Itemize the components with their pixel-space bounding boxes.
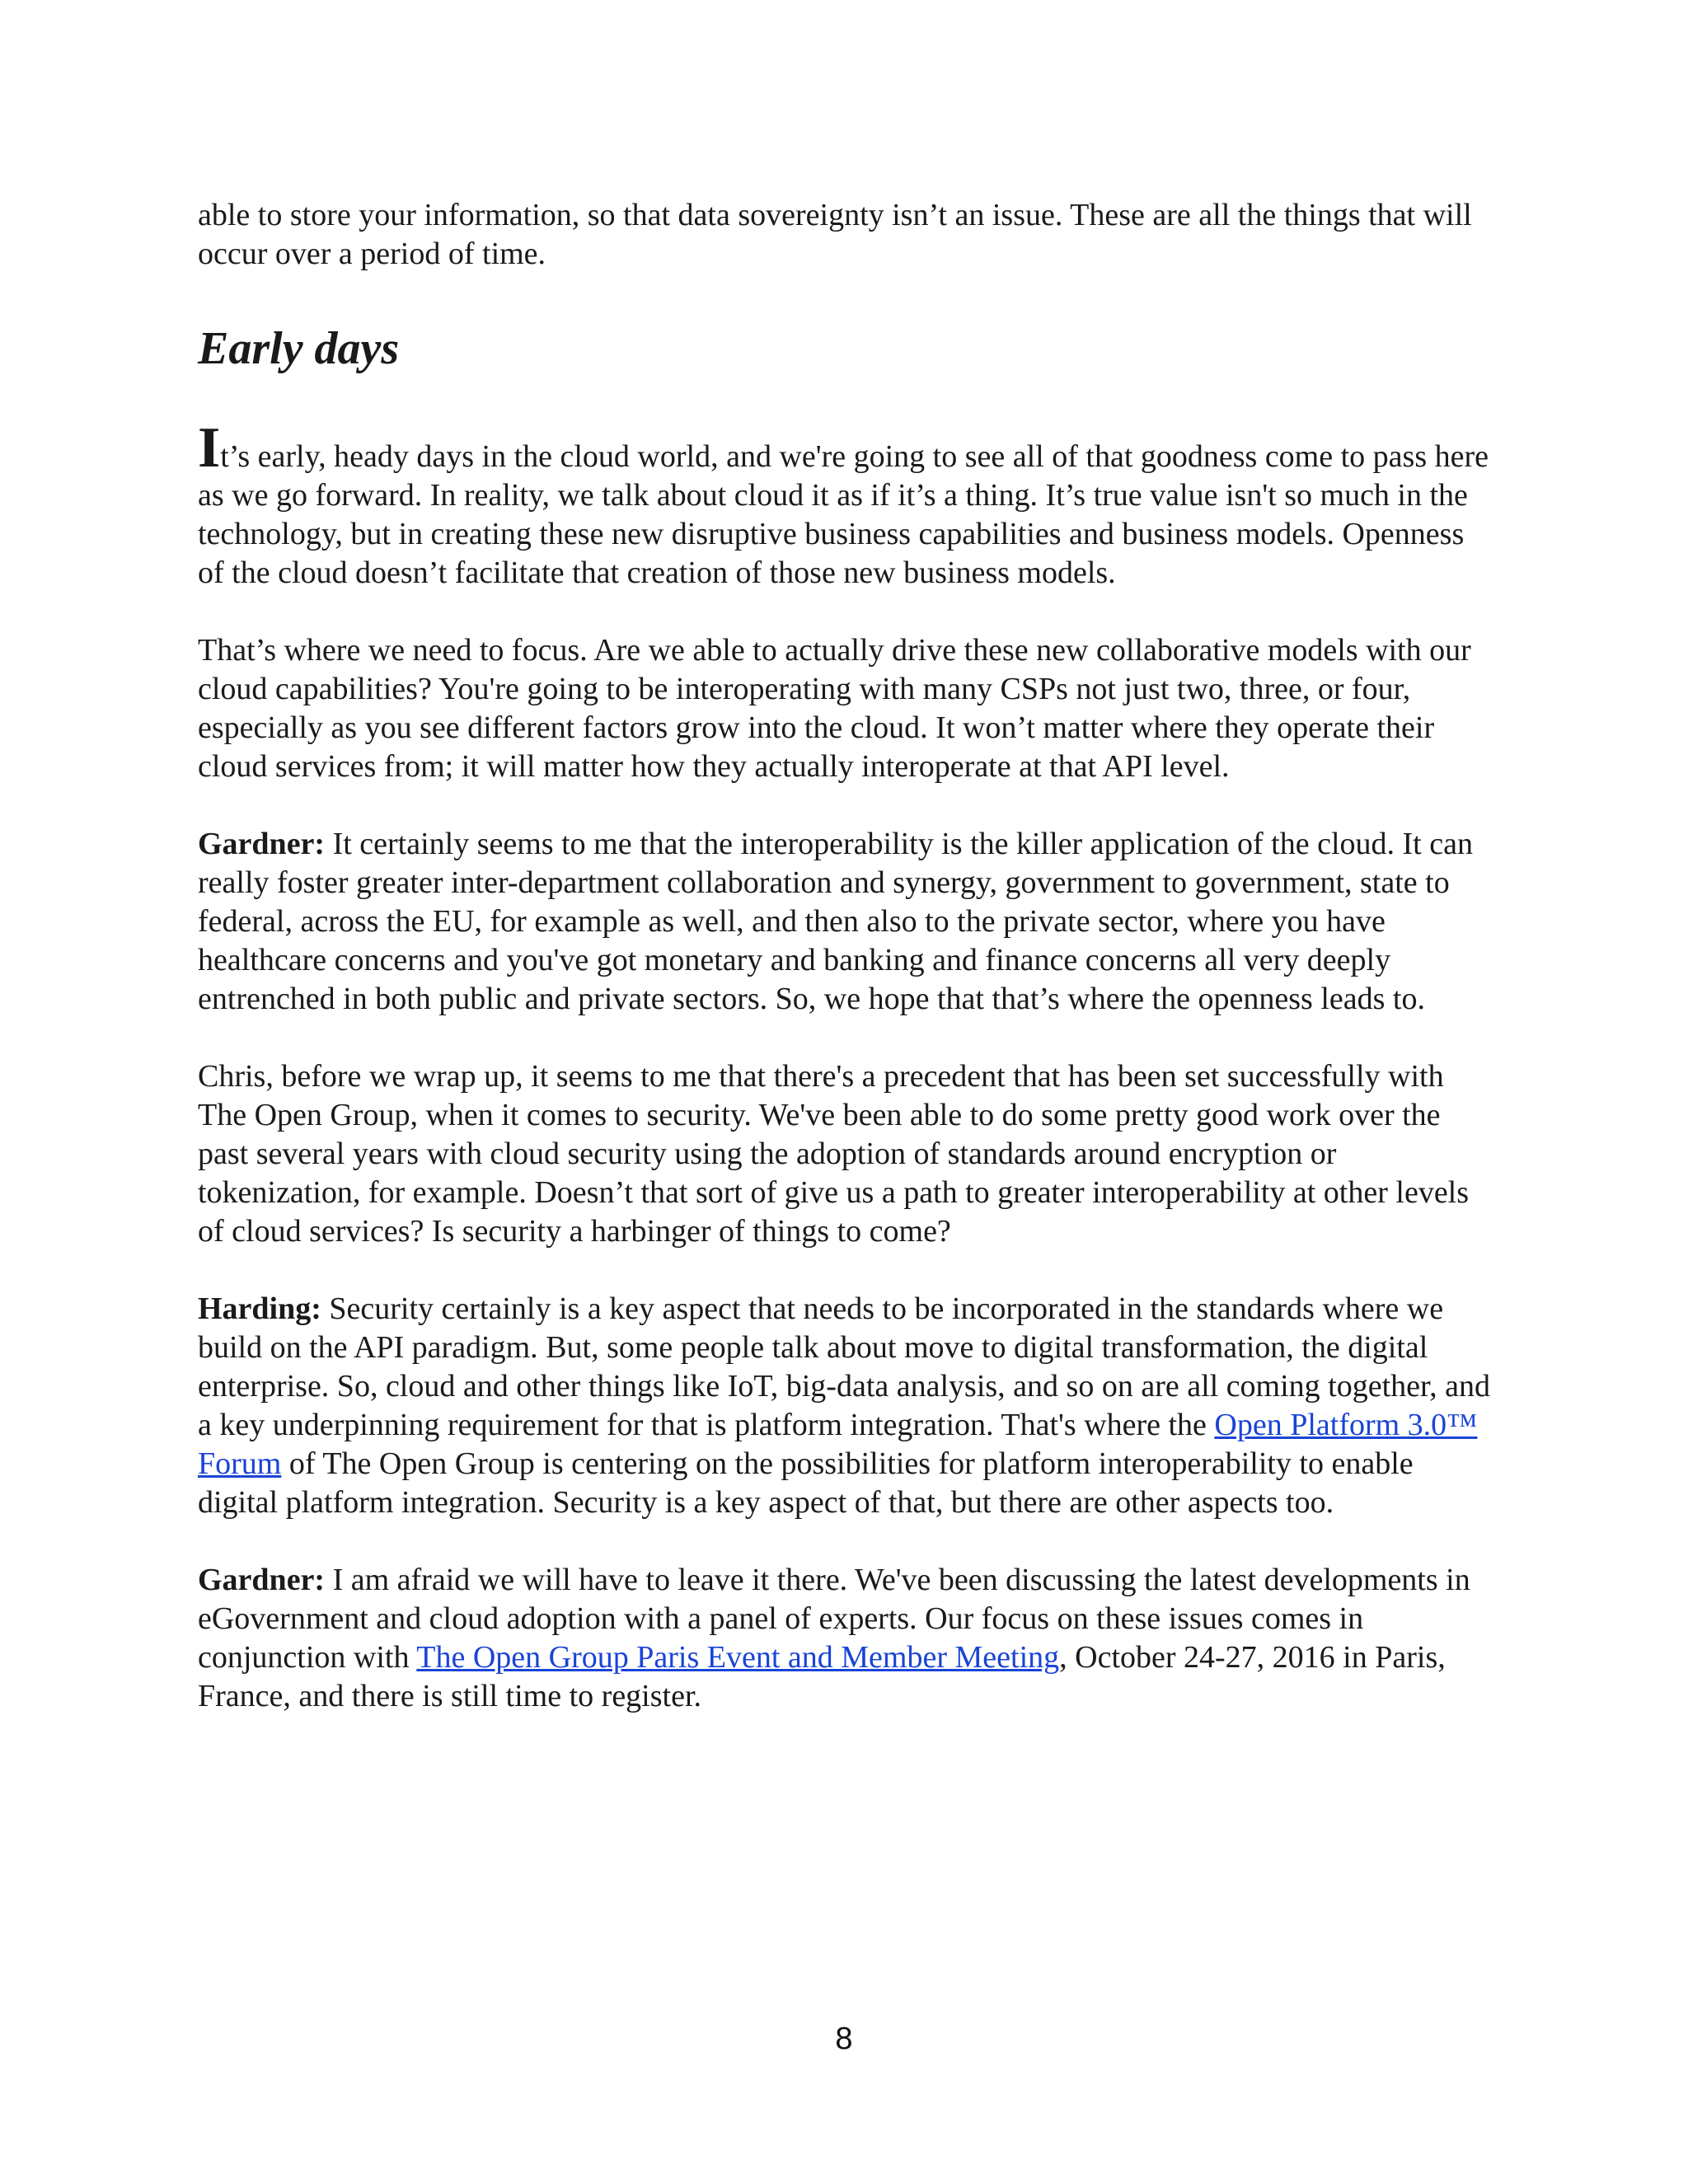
paragraph-early-days <box>198 416 1492 593</box>
drop-cap: I <box>198 416 221 480</box>
paragraph-harding-answer <box>198 1290 1492 1522</box>
intro-paragraph: able to store your information, so that data sovereignty isn’t an issue. These are all the things that will occur over a period of time. <box>198 198 1472 271</box>
paragraph-text: Security certainly is a key aspect that needs to be incorporated in the standards where we build on the API paradigm. But, some people talk about move to digital transformation, the digital enterprise. So, cloud and other things like IoT, big-data analysis, and so on are all coming together, and a key underpinning requirement for that is platform integration. That's where the <box>198 1291 1491 1442</box>
section-heading: Early days <box>198 323 400 374</box>
speaker-name: Harding: <box>198 1291 321 1326</box>
paragraph-gardner-closing <box>198 1561 1492 1716</box>
open-platform-forum-link[interactable]: Open Platform 3.0™ Forum <box>198 1408 1478 1481</box>
paragraph-text: I am afraid we will have to leave it there. We've been discussing the latest developments in eGovernment and cloud adoption with a panel of experts. Our focus on these issues comes in conjunction with <box>198 1563 1470 1675</box>
page-number: 8 <box>835 2022 853 2056</box>
paragraph-text: , October 24-27, 2016 in Paris, France, and there is still time to register. <box>198 1640 1446 1713</box>
paragraph-text: It certainly seems to me that the interoperability is the killer application of the cloud. It can really foster greater inter-department collaboration and synergy, government to government, state to federal, across the EU, for example as well, and then also to the private sector, where you have healthcare concerns and you've got monetary and banking and finance concerns all very deeply entrenched in both public and private sectors. So, we hope that that’s where the openness leads to. <box>198 827 1473 1016</box>
paragraph-gardner-interoperability <box>198 825 1492 1019</box>
paris-event-link[interactable]: The Open Group Paris Event and Member Meeting <box>416 1640 1060 1675</box>
speaker-name: Gardner: <box>198 1563 326 1597</box>
paragraph-text: t’s early, heady days in the cloud world, and we're going to see all of that goodness come to pass here as we go forward. In reality, we talk about cloud it as if it’s a thing. It’s true value isn't so much in the technology, but in creating these new disruptive business capabilities and business models. Openness of the cloud doesn’t facilitate that creation of those new business models. <box>198 439 1489 590</box>
speaker-name: Gardner: <box>198 827 326 861</box>
paragraph-text: of The Open Group is centering on the possibilities for platform interoperability to enable digital platform integration. Security is a key aspect of that, but there are other aspects too. <box>198 1446 1414 1520</box>
paragraph-security-question: Chris, before we wrap up, it seems to me that there's a precedent that has been set successfully with The Open Group, when it comes to security. We've been able to do some pretty good work over the past several years with cloud security using the adoption of standards around encryption or tokenization, for example. Doesn’t that sort of give us a path to greater interoperability at other levels of cloud services? Is security a harbinger of things to come? <box>198 1059 1470 1249</box>
document-page <box>198 196 1492 1716</box>
paragraph-focus: That’s where we need to focus. Are we able to actually drive these new collaborative models with our cloud capabilities? You're going to be interoperating with many CSPs not just two, three, or four, especially as you see different factors grow into the cloud. It won’t matter where they operate their cloud services from; it will matter how they actually interoperate at that API level. <box>198 633 1471 784</box>
